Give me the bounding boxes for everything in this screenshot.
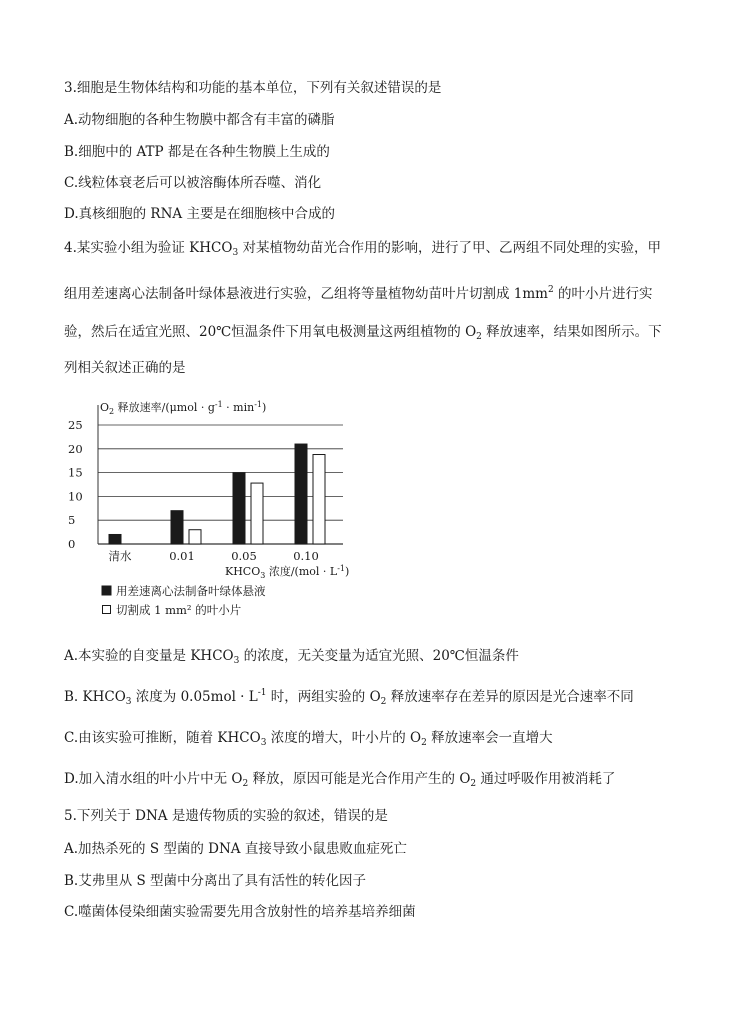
q4-stem-line4: 列相关叙述正确的是 — [64, 360, 186, 376]
q3-option-d: D.真核细胞的 RNA 主要是在细胞核中合成的 — [64, 206, 335, 222]
y-tick-label: 15 — [68, 465, 83, 480]
chart-ylabel: $O_2$ 释放速率$/(\mu mol \cdot g^{-1} \cdot \min^{-1})$ — [100, 400, 267, 416]
bar-suspension-0.10 — [295, 444, 307, 544]
q3-option-b: B.细胞中的 ATP 都是在各种生物膜上生成的 — [64, 144, 330, 160]
bar-leaf-piece-0.10 — [313, 455, 325, 544]
q4-option-c: C.由该实验可推断，随着 $KHCO_3$ 浓度的增大，叶小片的 $O_2$ 释放速率会一直增大 — [64, 730, 553, 748]
bar-suspension-清水 — [109, 534, 121, 544]
q4-stem-line1: 4.某实验小组为验证 $KHCO_3$ 对某植物幼苗光合作用的影响，进行了甲、乙两组不同处理的实验，甲 — [64, 240, 661, 258]
y-tick-label: 0 — [68, 537, 76, 551]
x-tick-label: 0.10 — [293, 549, 319, 563]
legend-swatch-suspension — [102, 586, 111, 595]
legend-label-leaf-piece: 切割成 1 mm² 的叶小片 — [116, 603, 242, 617]
bar-leaf-piece-0.05 — [251, 483, 263, 544]
x-tick-label: 0.05 — [231, 549, 257, 563]
q4-option-d: D.加入清水组的叶小片中无 $O_2$ 释放，原因可能是光合作用产生的 $O_2$ 通过呼吸作用被消耗了 — [64, 771, 616, 789]
x-tick-label: 清水 — [108, 549, 132, 563]
q4-stem-line3: 验，然后在适宜光照、20℃恒温条件下用氧电极测量这两组植物的 $O_2$ 释放速率，结果如图所示。下 — [64, 324, 662, 342]
q5-option-b: B.艾弗里从 S 型菌中分离出了具有活性的转化因子 — [64, 873, 367, 889]
y-tick-label: 20 — [68, 441, 83, 456]
y-tick-label: 25 — [68, 418, 83, 432]
bar-suspension-0.05 — [233, 473, 245, 544]
y-tick-label: 5 — [68, 513, 76, 528]
q5-option-a: A.加热杀死的 S 型菌的 DNA 直接导致小鼠患败血症死亡 — [64, 841, 407, 857]
q3-option-c: C.线粒体衰老后可以被溶酶体所吞噬、消化 — [64, 175, 322, 191]
q5-stem: 5.下列关于 DNA 是遗传物质的实验的叙述，错误的是 — [64, 808, 388, 824]
q4-stem-line2: 组用差速离心法制备叶绿体悬液进行实验，乙组将等量植物幼苗叶片切割成 $1mm^2$ 的叶小片进行实 — [64, 285, 653, 302]
o2-release-chart — [60, 392, 360, 624]
q3-option-a: A.动物细胞的各种生物膜中都含有丰富的磷脂 — [64, 112, 335, 128]
legend-swatch-leaf-piece — [103, 606, 111, 614]
q5-option-c: C.噬菌体侵染细菌实验需要先用含放射性的培养基培养细菌 — [64, 904, 416, 920]
legend — [102, 584, 266, 617]
q3-stem: 3.细胞是生物体结构和功能的基本单位，下列有关叙述错误的是 — [64, 80, 442, 96]
legend-label-suspension: 用差速离心法制备叶绿体悬液 — [116, 584, 266, 598]
bar-leaf-piece-0.01 — [189, 530, 201, 544]
q4-option-b: B. $KHCO_3$ 浓度为 $0.05mol \cdot L^{-1}$ 时，两组实验的 $O_2$ 释放速率存在差异的原因是光合速率不同 — [64, 688, 634, 707]
x-tick-label: 0.01 — [169, 549, 195, 563]
y-tick-label: 10 — [68, 489, 83, 504]
q4-option-a: A.本实验的自变量是 $KHCO_3$ 的浓度，无关变量为适宜光照、20℃恒温条件 — [64, 648, 519, 666]
chart-xlabel: $KHCO_3$ 浓度$/(mol \cdot L^{-1})$ — [225, 564, 350, 580]
bar-suspension-0.01 — [171, 511, 183, 544]
